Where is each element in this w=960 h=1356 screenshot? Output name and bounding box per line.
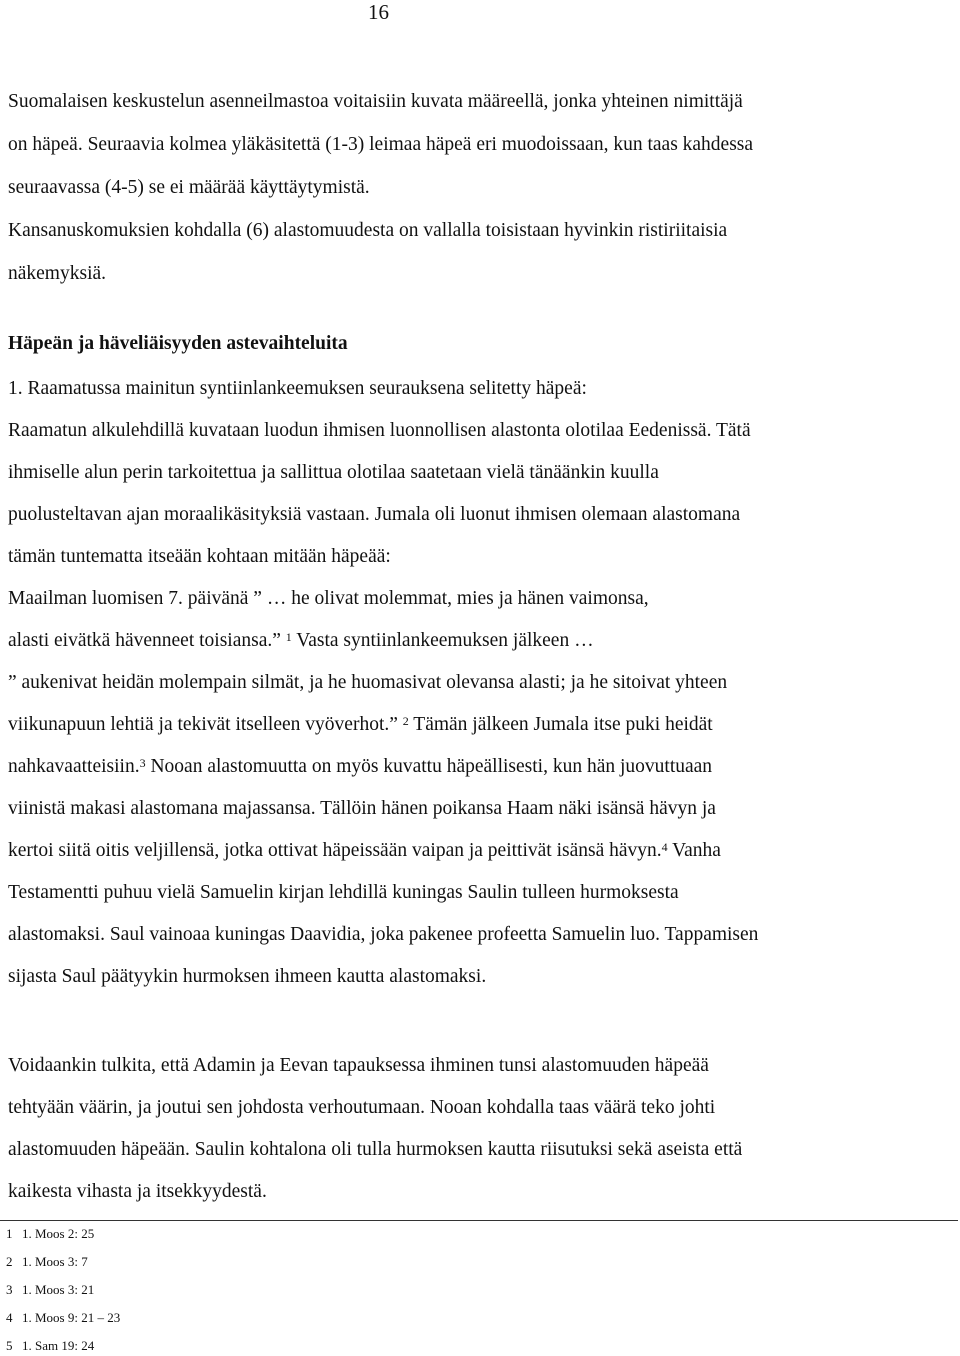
section-heading: Häpeän ja häveliäisyyden astevaihteluita: [8, 333, 348, 354]
body-line: sijasta Saul päätyykin hurmoksen ihmeen kautta alastomaksi.: [8, 966, 487, 987]
body-line: [8, 704, 958, 746]
footnote-number: 3: [6, 1282, 13, 1297]
conclusion-line: tehtyään väärin, ja joutui sen johdosta verhoutumaan. Nooan kohdalla taas väärä teko johti: [8, 1097, 716, 1118]
footnote-number: 2: [6, 1254, 13, 1269]
body-line: alastomaksi. Saul vainoaa kuningas Daavidia, joka pakenee profeetta Samuelin luo. Tappamisen: [8, 924, 759, 945]
footnote-ref: 2: [402, 714, 409, 728]
text-segment: viikunapuun lehtiä ja tekivät itselleen vyöverhot.”: [8, 714, 403, 735]
body-line: ” aukenivat heidän molempain silmät, ja he huomasivat olevansa alasti; ja he sitoivat yhteen: [8, 672, 728, 693]
intro-paragraph: [8, 80, 958, 295]
footnote: [6, 1226, 94, 1242]
footnote-text: 1. Moos 2: 25: [22, 1226, 95, 1241]
footnote: [6, 1338, 94, 1354]
body-line: [8, 830, 958, 872]
intro-line: seuraavassa (4-5) se ei määrää käyttäytymistä.: [8, 177, 370, 198]
footnote: [6, 1254, 88, 1270]
text-segment: Tämän jälkeen Jumala itse puki heidät: [408, 714, 713, 735]
text-segment: Nooan alastomuutta on myös kuvattu häpeällisesti, kun hän juovuttuaan: [145, 756, 713, 777]
intro-line: Kansanuskomuksien kohdalla (6) alastomuudesta on vallalla toisistaan hyvinkin ristiriitaisia: [8, 220, 728, 241]
intro-line: Suomalaisen keskustelun asenneilmastoa voitaisiin kuvata määreellä, jonka yhteinen nimittäjä: [8, 91, 743, 112]
footnote-text: 1. Sam 19: 24: [22, 1338, 95, 1353]
main-paragraph: [8, 368, 958, 998]
body-line: [8, 620, 958, 662]
text-segment: Vanha: [667, 840, 721, 861]
footnote-number: 5: [6, 1338, 13, 1353]
footnote-ref: 4: [661, 840, 668, 854]
footnote-text: 1. Moos 3: 7: [22, 1254, 88, 1269]
intro-line: näkemyksiä.: [8, 263, 107, 284]
body-line: [8, 746, 958, 788]
text-segment: alasti eivätkä hävenneet toisiansa.”: [8, 630, 286, 651]
conclusion-line: kaikesta vihasta ja itsekkyydestä.: [8, 1181, 267, 1202]
text-segment: kertoi siitä oitis veljillensä, jotka ottivat häpeissään vaipan ja peittivät isänsä hävyn.: [8, 840, 662, 861]
footnote-ref: 1: [285, 630, 292, 644]
body-line: puolusteltavan ajan moraalikäsityksiä vastaan. Jumala oli luonut ihmisen olemaan alastomana: [8, 504, 741, 525]
page-number: 16: [368, 0, 389, 24]
intro-line: on häpeä. Seuraavia kolmea yläkäsitettä (1-3) leimaa häpeä eri muodoissaan, kun taas kahdessa: [8, 134, 754, 155]
conclusion-line: alastomuuden häpeään. Saulin kohtalona oli tulla hurmoksen kautta riisutuksi sekä aseista että: [8, 1139, 743, 1160]
footnote-text: 1. Moos 3: 21: [22, 1282, 95, 1297]
section-title: 1. Raamatussa mainitun syntiinlankeemuksen seurauksena selitetty häpeä:: [8, 378, 587, 399]
body-line: Testamentti puhuu vielä Samuelin kirjan lehdillä kuningas Saulin tulleen hurmoksesta: [8, 882, 679, 903]
text-segment: Vasta syntiinlankeemuksen jälkeen …: [291, 630, 594, 651]
footnote-text: 1. Moos 9: 21 – 23: [22, 1310, 121, 1325]
footnote-number: 1: [6, 1226, 13, 1241]
footnote-number: 4: [6, 1310, 13, 1325]
conclusion-line: Voidaankin tulkita, että Adamin ja Eevan tapauksessa ihminen tunsi alastomuuden häpeää: [8, 1055, 709, 1076]
footnote-ref: 3: [139, 756, 146, 770]
quote-line: Maailman luomisen 7. päivänä ” … he olivat molemmat, mies ja hänen vaimonsa,: [8, 588, 649, 609]
footnote: [6, 1310, 120, 1326]
body-line: tämän tuntematta itseään kohtaan mitään häpeää:: [8, 546, 391, 567]
footnote-separator: [0, 1220, 958, 1221]
body-line: Raamatun alkulehdillä kuvataan luodun ihmisen luonnollisen alastonta olotilaa Eedenissä. Tätä: [8, 420, 751, 441]
conclusion-paragraph: [8, 1045, 958, 1213]
body-line: ihmiselle alun perin tarkoitettua ja sallittua olotilaa saatetaan vielä tänäänkin kuulla: [8, 462, 659, 483]
footnote: [6, 1282, 94, 1298]
text-segment: nahkavaatteisiin.: [8, 756, 140, 777]
body-line: viinistä makasi alastomana majassansa. Tällöin hänen poikansa Haam näki isänsä hävyn ja: [8, 798, 716, 819]
